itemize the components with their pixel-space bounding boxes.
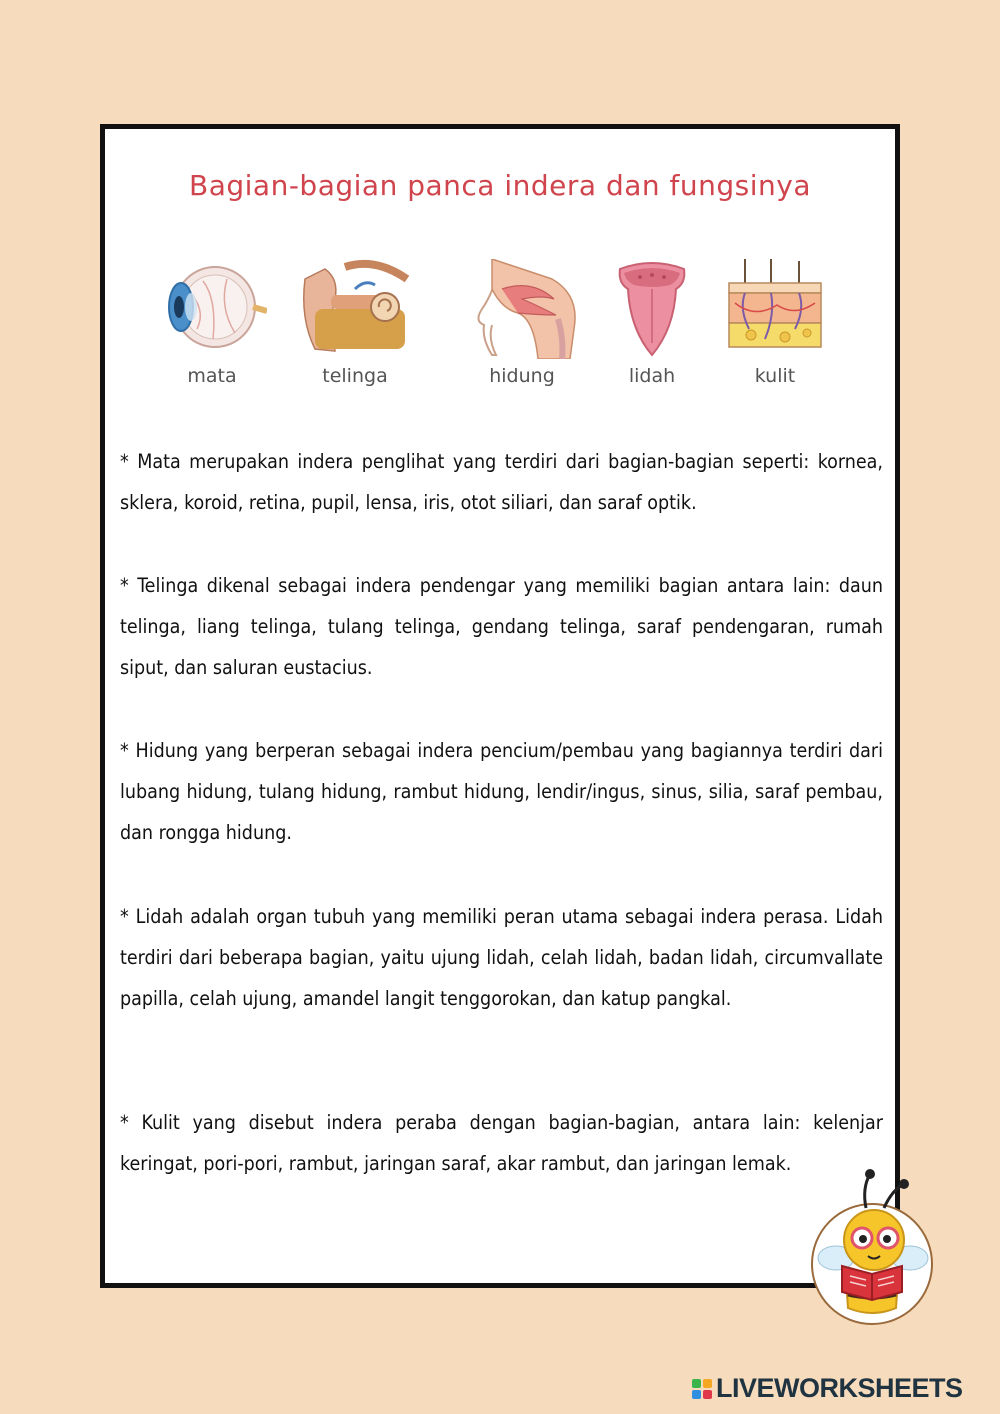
nose-icon [462,259,582,359]
paragraph-kulit: * Kulit yang disebut indera peraba dengan bagian-bagian, antara lain: kelenjar keringat, pori-pori, rambut, jaringan saraf, akar rambut, dan jaringan lemak. [120,1111,883,1175]
organ-label-telinga: telinga [322,365,388,387]
skin-icon [715,259,835,359]
paragraph-lidah: * Lidah adalah organ tubuh yang memiliki peran utama sebagai indera perasa. Lidah terdiri dari beberapa bagian, yaitu ujung lidah, celah lidah, badan lidah, circumvallate papilla, celah ujung, amandel langit tenggorokan, dan katup pangkal. [120,905,883,1010]
organ-label-kulit: kulit [754,365,796,387]
organ-label-hidung: hidung [489,365,555,387]
worksheet-card [100,124,900,1288]
organ-tongue [587,259,717,387]
organ-ear [290,259,420,387]
paragraph-hidung: * Hidung yang berperan sebagai indera pencium/pembau yang bagiannya terdiri dari lubang hidung, tulang hidung, rambut hidung, lendir/ingus, sinus, silia, saraf pembau, dan rongga hidung. [120,739,883,844]
organ-label-mata: mata [187,365,237,387]
organ-eye [147,259,277,387]
paragraph-telinga: * Telinga dikenal sebagai indera pendengar yang memiliki bagian antara lain: daun telinga, liang telinga, tulang telinga, gendang telinga, saraf pendengaran, rumah siput, dan saluran eustacius. [120,574,883,679]
organ-skin [710,259,840,387]
eye-icon [157,259,267,359]
brand-text: LIVEWORKSHEETS [716,1373,963,1403]
liveworksheets-brand [692,1373,963,1404]
ear-icon [295,259,415,359]
organ-label-lidah: lidah [628,365,676,387]
tongue-icon [612,259,692,359]
liveworksheets-logo-icon [692,1379,712,1399]
page-title: Bagian-bagian panca indera dan fungsinya [189,169,811,202]
organ-nose [457,259,587,387]
bee-mascot-logo [806,1168,938,1332]
paragraph-mata: * Mata merupakan indera penglihat yang terdiri dari bagian-bagian seperti: kornea, sklera, koroid, retina, pupil, lensa, iris, otot siliari, dan saraf optik. [120,450,883,514]
